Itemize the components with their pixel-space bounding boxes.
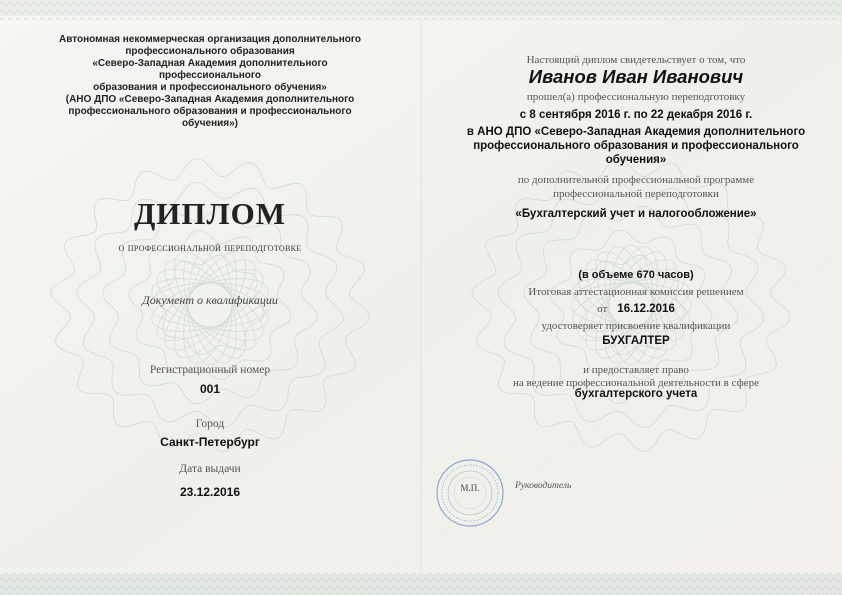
- passed-text: прошел(а) профессиональную переподготовку: [526, 91, 746, 103]
- program-intro-line: профессиональной переподготовки: [553, 188, 719, 200]
- commission-text: Итоговая аттестационная комиссия решением: [528, 286, 744, 298]
- head-signature-label: Руководитель: [515, 481, 572, 491]
- academy-line: профессионального образования и профессионального: [473, 140, 799, 152]
- registration-label: Регистрационный номер: [149, 364, 271, 376]
- grants-line: на ведение профессиональной деятельности в сфере: [512, 377, 760, 389]
- diploma-title: ДИПЛОМ: [133, 196, 287, 231]
- org-line: профессионального образования и профессионального обучения»): [68, 106, 352, 129]
- activity-field: бухгалтерского учета: [574, 388, 698, 400]
- grants-text: [466, 364, 806, 390]
- holder-name: Иванов Иван Иванович: [528, 66, 744, 87]
- city-label: Город: [195, 418, 225, 430]
- program-intro: [466, 173, 806, 201]
- org-line: образования и профессионального обучения»: [93, 82, 327, 93]
- issue-date-label: Дата выдачи: [179, 463, 241, 475]
- academy-line: обучения»: [605, 154, 667, 166]
- training-period: с 8 сентября 2016 г. по 22 декабря 2016 г.: [519, 109, 753, 121]
- certifies-text: удостоверяет присвоение квалификации: [541, 320, 731, 332]
- academy-line: в АНО ДПО «Северо-Западная Академия дополнительного: [466, 126, 806, 138]
- issue-date-value: 23.12.2016: [179, 485, 241, 499]
- decision-line: [466, 303, 806, 315]
- program-intro-line: по дополнительной профессиональной программе: [517, 174, 755, 186]
- organization-name: [40, 34, 380, 130]
- diploma-subtitle: о профессиональной переподготовке: [118, 242, 302, 254]
- city-value: Санкт-Петербург: [160, 435, 260, 449]
- document-caption: Документ о квалификации: [142, 293, 278, 307]
- org-line: (АНО ДПО «Северо-Западная Академия дополнительного: [65, 94, 355, 105]
- qualification: БУХГАЛТЕР: [602, 335, 670, 347]
- org-line: «Северо-Западная Академия дополнительного профессионального: [92, 58, 328, 81]
- grants-line: и предоставляет право: [583, 364, 689, 376]
- registration-number: 001: [199, 382, 221, 396]
- org-line: профессионального образования: [125, 46, 295, 57]
- decision-date: 16.12.2016: [617, 303, 675, 315]
- intro-text: Настоящий диплом свидетельствует о том, что: [526, 54, 746, 66]
- org-line: Автономная некоммерческая организация дополнительного: [59, 34, 361, 45]
- program-name: «Бухгалтерский учет и налогообложение»: [515, 208, 757, 220]
- stamp-seal: [435, 458, 505, 528]
- program-hours: (в объеме 670 часов): [578, 269, 694, 281]
- decision-prefix: от: [597, 303, 608, 315]
- stamp-text: М.П.: [460, 483, 480, 493]
- academy-name: [466, 125, 806, 167]
